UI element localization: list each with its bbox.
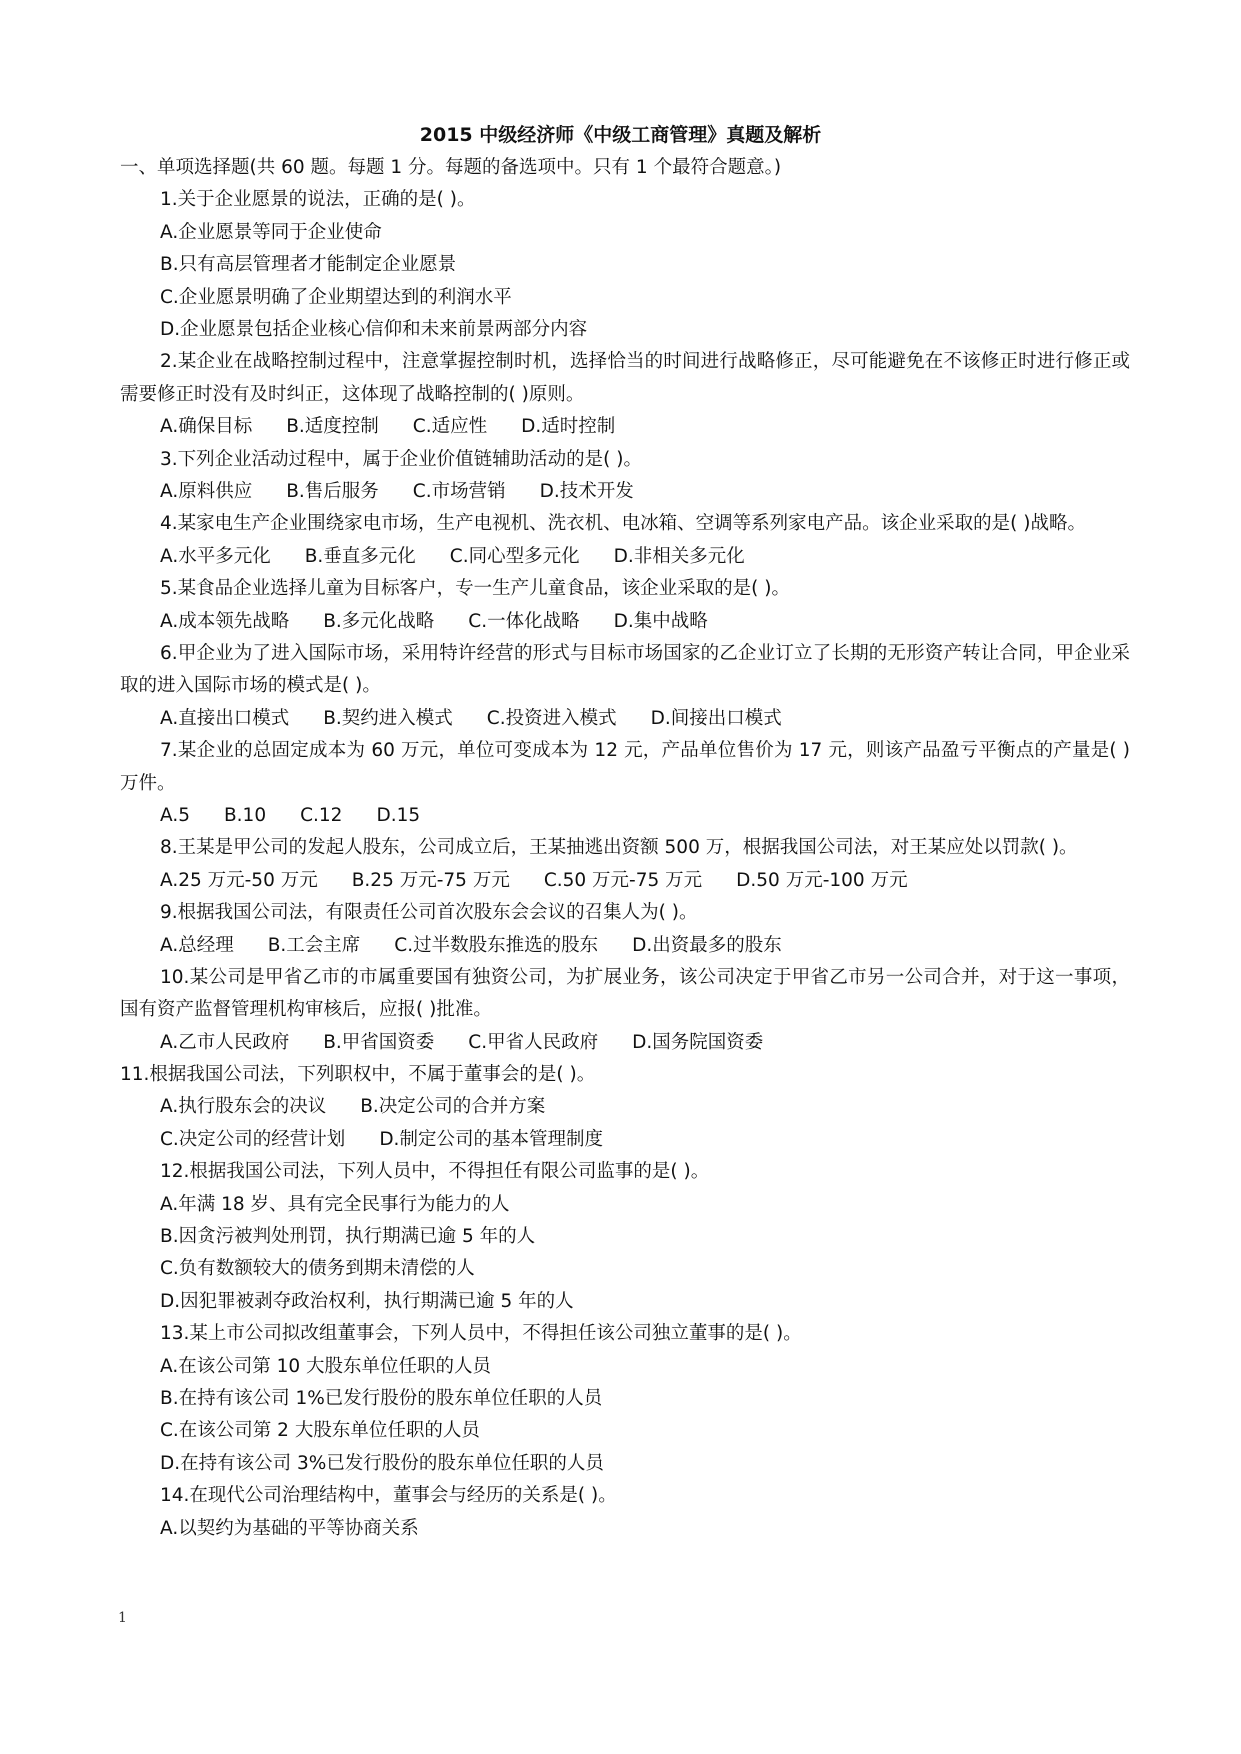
option: D.15 — [376, 804, 421, 826]
option: A.5 — [160, 804, 190, 826]
options-row — [120, 606, 1130, 638]
option: C.市场营销 — [412, 480, 506, 502]
question-stem: 7.某企业的总固定成本为 60 万元，单位可变成本为 12 元，产品单位售价为 17 元，则该产品盈亏平衡点的产量是( )万件。 — [120, 740, 1130, 794]
option: A.原料供应 — [160, 480, 253, 502]
option: A.总经理 — [160, 934, 234, 956]
document-body — [120, 152, 1130, 1545]
question-stem: 6.甲企业为了进入国际市场，采用特许经营的形式与目标市场国家的乙企业订立了长期的无形资产转让合同，甲企业采取的进入国际市场的模式是( )。 — [120, 642, 1130, 697]
option: D.非相关多元化 — [613, 545, 745, 567]
option: B.甲省国资委 — [323, 1031, 435, 1053]
option: B.垂直多元化 — [304, 545, 416, 567]
option: C.12 — [300, 804, 343, 826]
option: D.集中战略 — [613, 610, 708, 632]
option: B.契约进入模式 — [323, 707, 453, 729]
option: A.以契约为基础的平等协商关系 — [160, 1517, 419, 1539]
question-stem: 11.根据我国公司法，下列职权中，不属于董事会的是( )。 — [120, 1064, 596, 1086]
option: A.直接出口模式 — [160, 707, 290, 729]
options-row — [120, 476, 1130, 508]
question-stem: 1.关于企业愿景的说法，正确的是( )。 — [160, 189, 476, 211]
option: A.年满 18 岁、具有完全民事行为能力的人 — [160, 1193, 510, 1215]
option: B.25 万元-75 万元 — [351, 869, 510, 891]
option: C.企业愿景明确了企业期望达到的利润水平 — [160, 286, 512, 308]
question-stem: 3.下列企业活动过程中，属于企业价值链辅助活动的是( )。 — [160, 448, 642, 470]
option: A.成本领先战略 — [160, 610, 290, 632]
options-row — [120, 541, 1130, 573]
option: B.多元化战略 — [323, 610, 435, 632]
option: D.出资最多的股东 — [632, 934, 782, 956]
option: C.甲省人民政府 — [468, 1031, 599, 1053]
options-row — [120, 865, 1130, 897]
option: D.企业愿景包括企业核心信仰和未来前景两部分内容 — [160, 318, 588, 340]
option: B.决定公司的合并方案 — [360, 1096, 546, 1118]
section-heading: 一、单项选择题(共 60 题。每题 1 分。每题的备选项中。只有 1 个最符合题意。) — [120, 157, 782, 178]
option: C.决定公司的经营计划 — [160, 1128, 346, 1150]
option: D.适时控制 — [521, 416, 616, 438]
option: A.企业愿景等同于企业使命 — [160, 221, 382, 243]
options-row — [120, 703, 1130, 735]
question-stem: 13.某上市公司拟改组董事会，下列人员中，不得担任该公司独立董事的是( )。 — [160, 1323, 802, 1345]
options-row — [120, 800, 1130, 832]
option: D.因犯罪被剥夺政治权利，执行期满已逾 5 年的人 — [160, 1290, 574, 1312]
option: B.工会主席 — [267, 934, 361, 956]
question-stem: 5.某食品企业选择儿童为目标客户，专一生产儿童食品，该企业采取的是( )。 — [160, 578, 790, 600]
option: C.过半数股东推选的股东 — [394, 934, 599, 956]
option: B.因贪污被判处刑罚，执行期满已逾 5 年的人 — [160, 1226, 536, 1248]
option: D.在持有该公司 3%已发行股份的股东单位任职的人员 — [160, 1452, 604, 1474]
question-stem: 9.根据我国公司法，有限责任公司首次股东会会议的召集人为( )。 — [160, 902, 698, 924]
option: C.同心型多元化 — [449, 545, 580, 567]
option: D.技术开发 — [539, 480, 634, 502]
option: D.间接出口模式 — [650, 707, 782, 729]
option: A.执行股东会的决议 — [160, 1096, 327, 1118]
option: B.适度控制 — [286, 416, 379, 438]
option: D.国务院国资委 — [632, 1031, 764, 1053]
option: C.在该公司第 2 大股东单位任职的人员 — [160, 1420, 480, 1442]
question-stem: 12.根据我国公司法，下列人员中，不得担任有限公司监事的是( )。 — [160, 1161, 710, 1183]
question-stem: 8.王某是甲公司的发起人股东，公司成立后，王某抽逃出资额 500 万，根据我国公司法，对王某应处以罚款( )。 — [160, 837, 1078, 859]
page-number: 1 — [118, 1610, 127, 1626]
document-title: 2015 中级经济师《中级工商管理》真题及解析 — [419, 124, 822, 146]
option: C.投资进入模式 — [486, 707, 617, 729]
option: C.一体化战略 — [468, 610, 580, 632]
question-stem: 10.某公司是甲省乙市的市属重要国有独资公司，为扩展业务，该公司决定于甲省乙市另一公司合并，对于这一事项，国有资产监督管理机构审核后，应报( )批准。 — [120, 966, 1130, 1021]
question-stem: 2.某企业在战略控制过程中，注意掌握控制时机，选择恰当的时间进行战略修正，尽可能避免在不该修正时进行修正或需要修正时没有及时纠正，这体现了战略控制的( )原则。 — [120, 351, 1130, 405]
options-row — [120, 1027, 1130, 1059]
option: B.在持有该公司 1%已发行股份的股东单位任职的人员 — [160, 1388, 603, 1409]
options-row — [120, 1124, 1130, 1156]
option: B.只有高层管理者才能制定企业愿景 — [160, 254, 457, 276]
question-stem: 4.某家电生产企业围绕家电市场，生产电视机、洗衣机、电冰箱、空调等系列家电产品。该企业采取的是( )战略。 — [160, 513, 1086, 535]
option: A.确保目标 — [160, 416, 253, 438]
options-row — [120, 930, 1130, 962]
question-stem: 14.在现代公司治理结构中，董事会与经历的关系是( )。 — [160, 1485, 617, 1507]
option: D.50 万元-100 万元 — [736, 869, 908, 891]
option: B.售后服务 — [286, 480, 379, 502]
option: C.适应性 — [412, 416, 488, 438]
options-row — [120, 1091, 1130, 1123]
option: C.负有数额较大的债务到期未清偿的人 — [160, 1258, 475, 1280]
option: A.25 万元-50 万元 — [160, 869, 318, 891]
option: A.水平多元化 — [160, 545, 271, 567]
option: B.10 — [223, 804, 267, 826]
option: A.在该公司第 10 大股东单位任职的人员 — [160, 1355, 492, 1377]
option: D.制定公司的基本管理制度 — [379, 1128, 603, 1150]
option: A.乙市人民政府 — [160, 1031, 290, 1053]
options-row — [120, 411, 1130, 443]
option: C.50 万元-75 万元 — [543, 869, 703, 891]
